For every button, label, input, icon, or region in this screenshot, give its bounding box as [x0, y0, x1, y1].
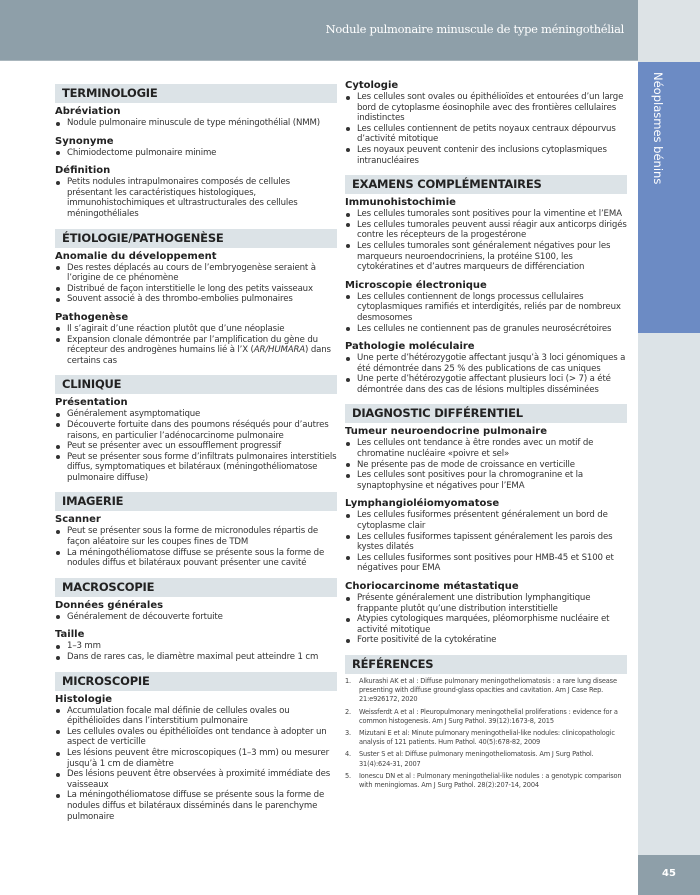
subhead-tumeur: Tumeur neuroendocrine pulmonaire [345, 426, 548, 438]
list-item: Peut se présenter sous forme d’infiltrats pulmonaires interstitiels diffus, symptomatiques et bilatéraux (méningothéliomatose pulmonaire diffuse) [55, 452, 337, 484]
list-choriocarcinome [345, 593, 627, 646]
page-number-box [638, 855, 700, 895]
list-item: Découverte fortuite dans des poumons réséqués pour d’autres raisons, en particulier l’adénocarcinome pulmonaire [55, 420, 337, 441]
list-item-text: dans certains cas [67, 345, 331, 366]
subhead-abreviation: Abréviation [55, 106, 121, 117]
list-lymphangioleiomyomatose [345, 510, 627, 574]
section-diagnostic: DIAGNOSTIC DIFFÉRENTIEL [345, 404, 627, 423]
reference-number: 1. [345, 676, 351, 685]
gene-name: AR/HUMARA [253, 345, 306, 356]
subhead-synonyme: Synonyme [55, 135, 114, 147]
chapter-tab [638, 62, 700, 333]
list-item: Ne présente pas de mode de croissance en verticille [345, 460, 627, 471]
reference-item [345, 677, 627, 705]
list-pathogenese [55, 324, 337, 366]
subhead-histologie: Histologie [55, 693, 113, 705]
subhead-anomalie: Anomalie du développement [55, 250, 217, 262]
list-item: Forte positivité de la cytokératine [345, 635, 627, 646]
list-item: Des lésions peuvent être observées à proximité immédiate des vaisseaux [55, 769, 337, 790]
list-item: Les lésions peuvent être microscopiques (1–3 mm) ou mesurer jusqu’à 1 cm de diamètre [55, 748, 337, 769]
running-header-title: Nodule pulmonaire minuscule de type méningothélial [325, 22, 624, 36]
section-clinique: CLINIQUE [55, 375, 337, 394]
list-item: Une perte d’hétérozygotie affectant plusieurs loci (> 7) a été démontrée dans des cas de lésions multiples disséminées [345, 374, 627, 395]
list-item: Les cellules contiennent de longs processus cellulaires cytoplasmiques ramifiés et interdigités, reliés par de nombreux desmosomes [345, 292, 627, 324]
reference-text: Ionescu DN et al : Pulmonary meningothelial-like nodules : a genotypic comparison with meningiomas. Am J Surg Pathol. 28(2):207-14, 2004 [359, 771, 622, 789]
list-item: Les noyaux peuvent contenir des inclusions cytoplasmiques intranucléaires [345, 145, 627, 166]
list-item: La méningothéliomatose diffuse se présente sous la forme de nodules diffus et bilatéraux pouvant présenter une cavité [55, 548, 337, 569]
list-item: Peut se présenter avec un essoufflement progressif [55, 441, 337, 452]
list-item: Les cellules tumorales sont positives pour la vimentine et l’EMA [345, 209, 627, 220]
reference-number: 4. [345, 750, 351, 759]
list-scanner [55, 526, 337, 568]
list-abreviation [55, 118, 337, 129]
list-microscopie-electronique [345, 292, 627, 334]
list-item: Les cellules ne contiennent pas de granules neurosécrétoires [345, 324, 627, 335]
list-synonyme [55, 148, 337, 159]
reference-item [345, 729, 627, 747]
list-item: Présente généralement une distribution lymphangitique frappante plutôt qu’une distribution interstitielle [345, 593, 627, 614]
list-item: Petits nodules intrapulmonaires composés de cellules présentant les caractéristiques histologiques, immunohistochimiques et ultrastructurales des cellules méningothéliales [55, 177, 337, 219]
list-item: Les cellules tumorales peuvent aussi réagir aux anticorps dirigés contre les récepteurs de la progestérone [345, 220, 627, 241]
reference-item [345, 750, 627, 768]
reference-number: 5. [345, 771, 351, 780]
list-item: Souvent associé à des thrombo-embolies pulmonaires [55, 294, 337, 305]
list-item: Expansion clonale démontrée par l’amplification du gène du récepteur des androgènes humains lié à l’X (AR/HUMARA) dans certains cas [55, 335, 337, 367]
left-column [55, 84, 337, 822]
list-item: Généralement de découverte fortuite [55, 612, 337, 623]
list-item: Accumulation focale mal définie de cellules ovales ou épithélioïdes dans l’interstitium pulmonaire [55, 706, 337, 727]
section-macroscopie: MACROSCOPIE [55, 578, 337, 597]
section-terminologie: TERMINOLOGIE [55, 84, 337, 103]
list-item: Les cellules sont positives pour la chromogranine et la synaptophysine et négatives pour l’EMA [345, 470, 627, 491]
subhead-cytologie: Cytologie [345, 80, 399, 91]
reference-text: Suster S et al: Diffuse pulmonary meningotheliomatosis. Am J Surg Pathol. 31(4):624-31, 2007 [359, 750, 594, 768]
section-imagerie: IMAGERIE [55, 492, 337, 511]
subhead-moleculaire: Pathologie moléculaire [345, 341, 475, 353]
header-band [0, 0, 638, 61]
reference-list [345, 677, 627, 790]
list-item: Les cellules contiennent de petits noyaux centraux dépourvus d’activité mitotique [345, 124, 627, 145]
subhead-donnees: Données générales [55, 599, 164, 611]
list-item: Les cellules ont tendance à être rondes avec un motif de chromatine nucléaire «poivre et sel» [345, 438, 627, 459]
list-item: Les cellules fusiformes présentent généralement un bord de cytoplasme clair [345, 510, 627, 531]
section-examens: EXAMENS COMPLÉMENTAIRES [345, 175, 627, 194]
side-margin-band [638, 333, 700, 855]
list-cytologie [345, 92, 627, 166]
subhead-pathogenese: Pathogenèse [55, 311, 129, 323]
subhead-taille: Taille [55, 629, 85, 641]
list-item: Chimiodectome pulmonaire minime [55, 148, 337, 159]
list-moleculaire [345, 353, 627, 395]
reference-number: 3. [345, 728, 351, 737]
list-item: Distribué de façon interstitielle le long des petits vaisseaux [55, 284, 337, 295]
right-column [345, 80, 627, 793]
list-item: La méningothéliomatose diffuse se présente sous la forme de nodules diffus et bilatéraux disséminés dans le parenchyme pulmonaire [55, 790, 337, 822]
list-item: Les cellules fusiformes tapissent généralement les parois des kystes dilatés [345, 532, 627, 553]
section-references: RÉFÉRENCES [345, 655, 627, 674]
list-immuno [345, 209, 627, 273]
subhead-scanner: Scanner [55, 514, 101, 526]
list-item: Une perte d’hétérozygotie affectant jusqu’à 3 loci génomiques a été démontrée dans 25 % des publications de cas uniques [345, 353, 627, 374]
reference-number: 2. [345, 707, 351, 716]
reference-text: Weissferdt A et al : Pleuropulmonary meningothelial proliferations : evidence for a common histogenesis. Am J Surg Pathol. 39(12):1673-8, 2015 [359, 707, 618, 725]
list-anomalie [55, 263, 337, 305]
list-item: Les cellules tumorales sont généralement négatives pour les marqueurs neuroendocriniens, la protéine S100, les cytokératines et d’autres marqueurs de différenciation [345, 241, 627, 273]
section-etiologie: ÉTIOLOGIE/PATHOGENÈSE [55, 229, 337, 248]
list-item: Atypies cytologiques marquées, pléomorphisme nucléaire et activité mitotique [345, 614, 627, 635]
list-item: Nodule pulmonaire minuscule de type méningothélial (NMM) [55, 118, 337, 129]
section-microscopie: MICROSCOPIE [55, 672, 337, 691]
list-item: 1–3 mm [55, 641, 337, 652]
subhead-lymphangioleiomyomatose: Lymphangioléiomyomatose [345, 498, 500, 510]
subhead-microscopie-electronique: Microscopie électronique [345, 279, 487, 291]
subhead-immuno: Immunohistochimie [345, 197, 456, 209]
reference-text: Alkurashi AK et al : Diffuse pulmonary meningotheliomatosis : a rare lung disease presenting with diffuse ground-glass opacities and cavitation. Am J Case Rep. 21:e926172, 2020 [359, 676, 617, 704]
list-item: Les cellules fusiformes sont positives pour HMB-45 et S100 et négatives pour EMA [345, 553, 627, 574]
chapter-tab-label: Néoplasmes bénins [651, 72, 665, 185]
side-top-block [638, 0, 700, 62]
list-histologie [55, 706, 337, 823]
list-presentation [55, 409, 337, 483]
subhead-presentation: Présentation [55, 397, 128, 409]
list-item-text: Expansion clonale démontrée par l’amplification du gène du récepteur des androgènes humains lié à l’X [67, 334, 318, 356]
subhead-definition: Définition [55, 165, 111, 177]
list-taille [55, 641, 337, 662]
list-item: Des restes déplacés au cours de l’embryogenèse seraient à l’origine de ce phénomène [55, 263, 337, 284]
reference-item [345, 772, 627, 790]
list-tumeur [345, 438, 627, 491]
list-item: Dans de rares cas, le diamètre maximal peut atteindre 1 cm [55, 652, 337, 663]
subhead-choriocarcinome: Choriocarcinome métastatique [345, 581, 519, 592]
page-number: 45 [662, 868, 676, 879]
list-item: Les cellules ovales ou épithélioïdes ont tendance à adopter un aspect de verticille [55, 727, 337, 748]
list-item: Généralement asymptomatique [55, 409, 337, 420]
reference-item [345, 708, 627, 726]
list-item: Les cellules sont ovales ou épithélioïdes et entourées d’un large bord de cytoplasme éosinophile avec des frontières cellulaires indistinctes [345, 92, 627, 124]
reference-text: Mizutani E et al: Minute pulmonary meningothelial-like nodules: clinicopathologic analysis of 121 patients. Hum Pathol. 40(5):678-82, 2009 [359, 728, 615, 747]
list-item: Peut se présenter sous la forme de micronodules répartis de façon aléatoire sur les coupes fines de TDM [55, 526, 337, 547]
list-definition [55, 177, 337, 219]
list-donnees [55, 612, 337, 623]
list-item: Il s’agirait d’une réaction plutôt que d’une néoplasie [55, 324, 337, 335]
